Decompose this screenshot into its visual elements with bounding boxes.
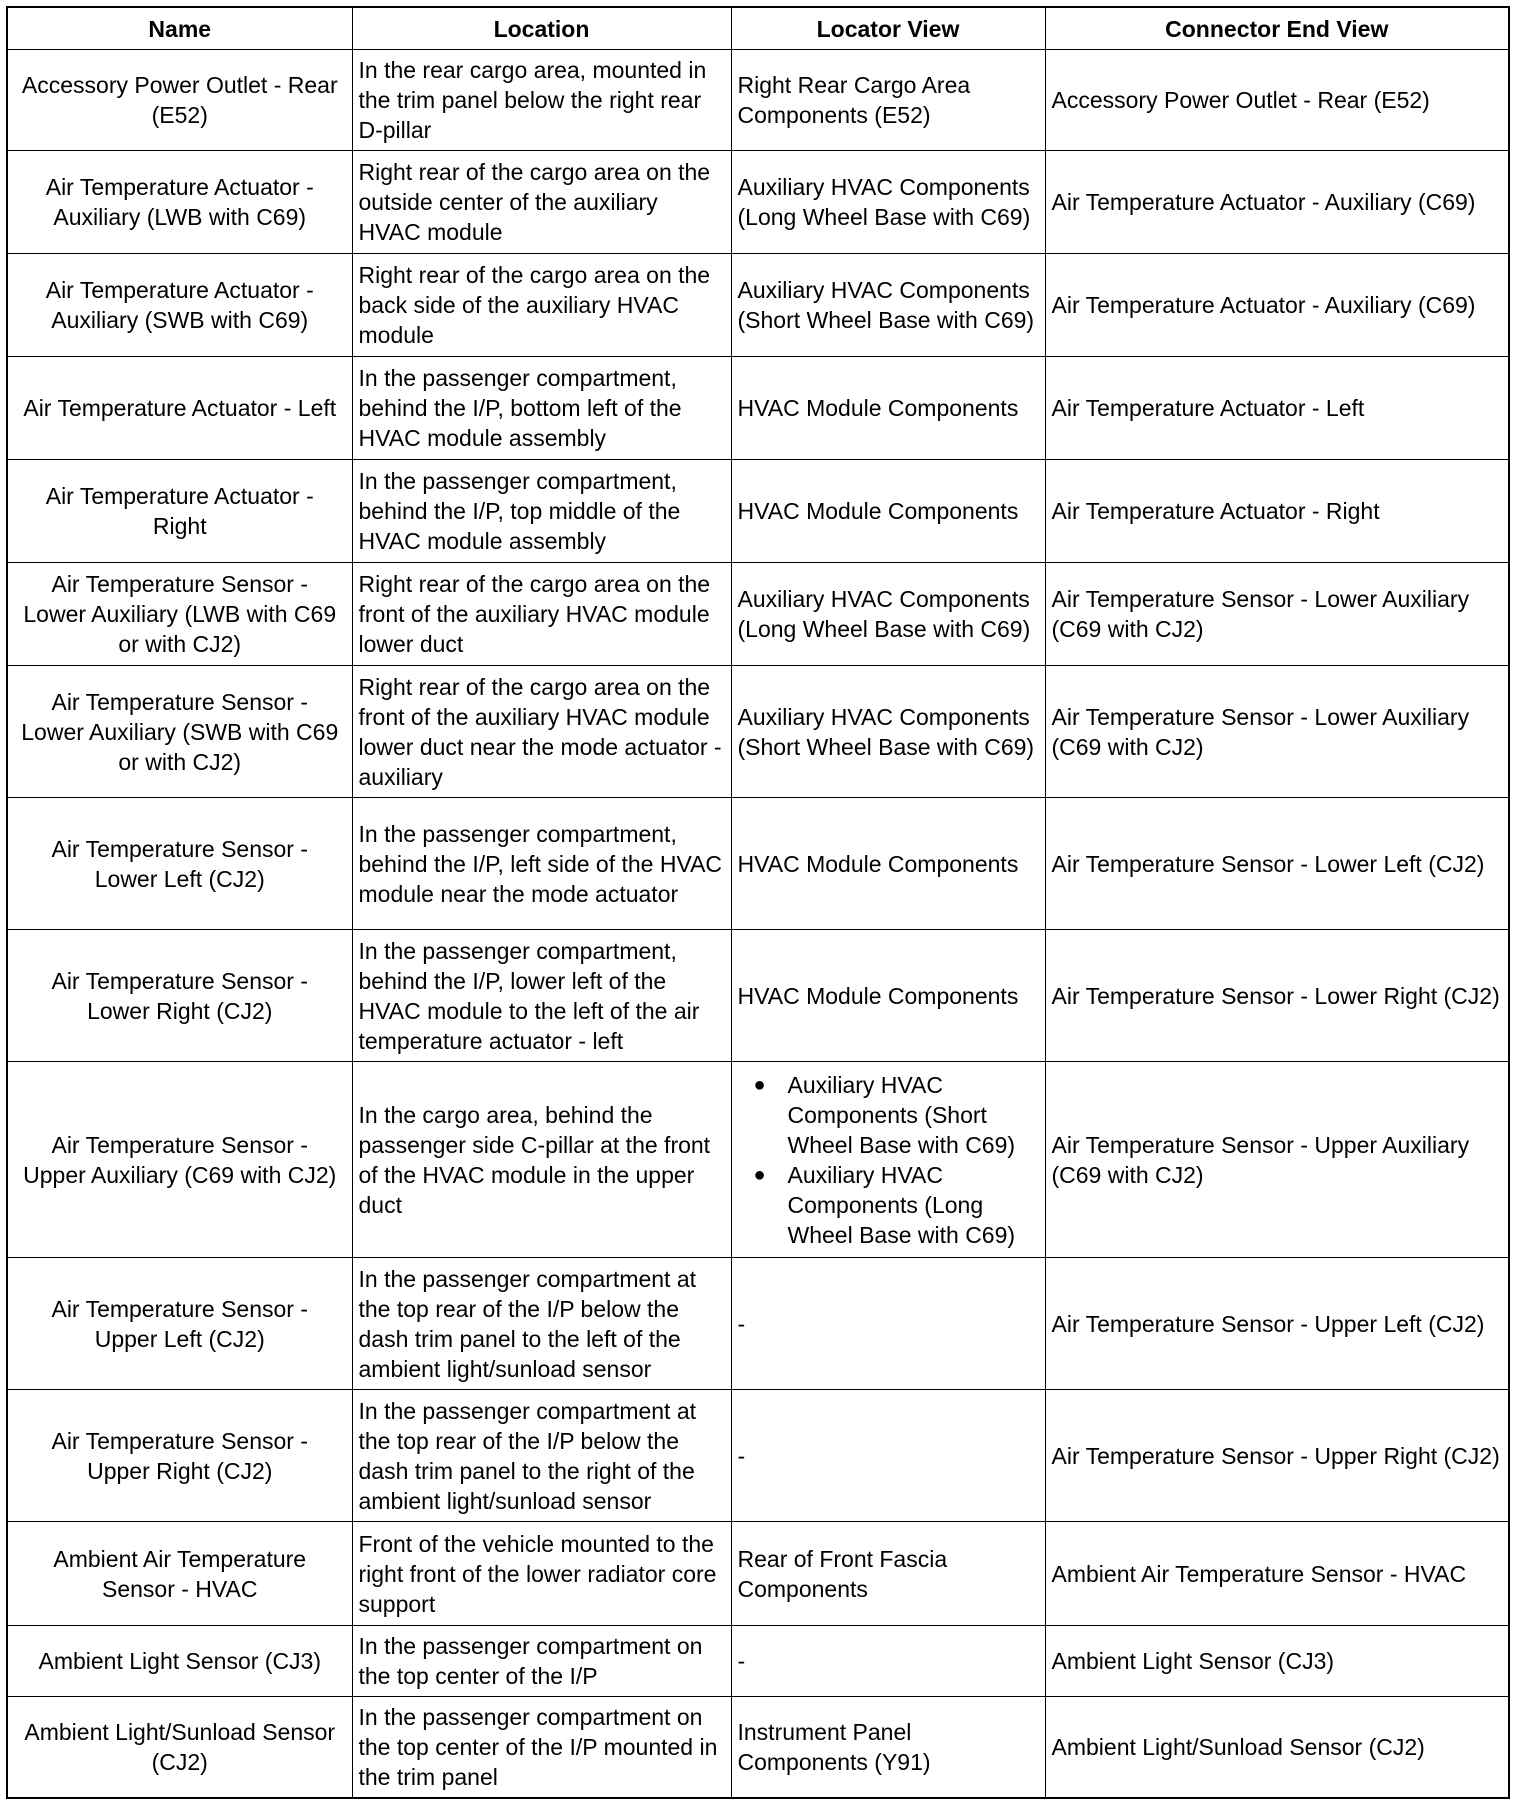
connector-end-view-cell: Ambient Light/Sunload Sensor (CJ2) (1045, 1697, 1509, 1798)
name-cell: Air Temperature Sensor - Lower Auxiliary (LWB with C69 or with CJ2) (7, 563, 352, 666)
connector-end-view-cell: Air Temperature Sensor - Lower Auxiliary (C69 with CJ2) (1045, 563, 1509, 666)
name-cell: Ambient Light/Sunload Sensor (CJ2) (7, 1697, 352, 1798)
locator-view-cell: HVAC Module Components (731, 357, 1045, 460)
header-locator-view: Locator View (731, 7, 1045, 50)
name-cell: Air Temperature Sensor - Lower Left (CJ2) (7, 798, 352, 930)
connector-end-view-cell: Ambient Light Sensor (CJ3) (1045, 1626, 1509, 1697)
name-cell: Air Temperature Sensor - Lower Auxiliary (SWB with C69 or with CJ2) (7, 666, 352, 798)
location-cell: Front of the vehicle mounted to the right front of the lower radiator core support (352, 1522, 731, 1626)
locator-view-cell: - (731, 1626, 1045, 1697)
name-cell: Air Temperature Sensor - Lower Right (CJ2) (7, 930, 352, 1062)
table-row (7, 254, 1509, 357)
table-row (7, 460, 1509, 563)
locator-view-cell: Auxiliary HVAC Components (Short Wheel Base with C69) (731, 666, 1045, 798)
table-row (7, 1522, 1509, 1626)
locator-view-cell: - (731, 1258, 1045, 1390)
location-cell: In the passenger compartment, behind the I/P, left side of the HVAC module near the mode actuator (352, 798, 731, 930)
connector-end-view-cell: Ambient Air Temperature Sensor - HVAC (1045, 1522, 1509, 1626)
location-cell: Right rear of the cargo area on the back side of the auxiliary HVAC module (352, 254, 731, 357)
table-row (7, 930, 1509, 1062)
locator-view-list (738, 1070, 1039, 1250)
locator-view-cell: Right Rear Cargo Area Components (E52) (731, 50, 1045, 151)
header-name: Name (7, 7, 352, 50)
table-row (7, 1697, 1509, 1798)
connector-end-view-cell: Air Temperature Sensor - Lower Left (CJ2) (1045, 798, 1509, 930)
locator-view-cell: Rear of Front Fascia Components (731, 1522, 1045, 1626)
locator-view-cell: - (731, 1390, 1045, 1522)
table-row (7, 50, 1509, 151)
name-cell: Air Temperature Actuator - Auxiliary (SWB with C69) (7, 254, 352, 357)
table-body (7, 50, 1509, 1798)
locator-view-list-item: ● Auxiliary HVAC Components (Short Wheel Base with C69) (738, 1070, 1039, 1160)
locator-view-cell: HVAC Module Components (731, 460, 1045, 563)
name-cell: Accessory Power Outlet - Rear (E52) (7, 50, 352, 151)
header-connector-end-view: Connector End View (1045, 7, 1509, 50)
connector-end-view-cell: Accessory Power Outlet - Rear (E52) (1045, 50, 1509, 151)
name-cell: Ambient Air Temperature Sensor - HVAC (7, 1522, 352, 1626)
location-cell: Right rear of the cargo area on the front of the auxiliary HVAC module lower duct (352, 563, 731, 666)
locator-view-cell: Auxiliary HVAC Components (Short Wheel Base with C69) (731, 254, 1045, 357)
locator-view-cell: Auxiliary HVAC Components (Long Wheel Base with C69) (731, 151, 1045, 254)
location-cell: In the passenger compartment at the top rear of the I/P below the dash trim panel to the right of the ambient light/sunload sensor (352, 1390, 731, 1522)
table-row (7, 666, 1509, 798)
table-row (7, 1390, 1509, 1522)
locator-view-cell: Instrument Panel Components (Y91) (731, 1697, 1045, 1798)
connector-end-view-cell: Air Temperature Actuator - Auxiliary (C69) (1045, 151, 1509, 254)
connector-end-view-cell: Air Temperature Actuator - Auxiliary (C69) (1045, 254, 1509, 357)
table-row (7, 1626, 1509, 1697)
name-cell: Air Temperature Sensor - Upper Auxiliary (C69 with CJ2) (7, 1062, 352, 1258)
locator-view-cell: HVAC Module Components (731, 930, 1045, 1062)
connector-end-view-cell: Air Temperature Sensor - Lower Auxiliary (C69 with CJ2) (1045, 666, 1509, 798)
connector-end-view-cell: Air Temperature Sensor - Upper Right (CJ2) (1045, 1390, 1509, 1522)
table-row (7, 563, 1509, 666)
table-row (7, 798, 1509, 930)
name-cell: Ambient Light Sensor (CJ3) (7, 1626, 352, 1697)
table-row (7, 151, 1509, 254)
connector-end-view-cell: Air Temperature Sensor - Lower Right (CJ2) (1045, 930, 1509, 1062)
name-cell: Air Temperature Sensor - Upper Left (CJ2) (7, 1258, 352, 1390)
table-row (7, 1062, 1509, 1258)
name-cell: Air Temperature Sensor - Upper Right (CJ2) (7, 1390, 352, 1522)
location-cell: In the passenger compartment, behind the I/P, lower left of the HVAC module to the left of the air temperature actuator - left (352, 930, 731, 1062)
header-location: Location (352, 7, 731, 50)
location-cell: In the passenger compartment, behind the I/P, top middle of the HVAC module assembly (352, 460, 731, 563)
location-cell: In the passenger compartment on the top center of the I/P mounted in the trim panel (352, 1697, 731, 1798)
locator-view-cell: HVAC Module Components (731, 798, 1045, 930)
location-cell: In the passenger compartment at the top rear of the I/P below the dash trim panel to the left of the ambient light/sunload sensor (352, 1258, 731, 1390)
component-locator-table (6, 6, 1510, 1799)
table-row (7, 357, 1509, 460)
table-row (7, 1258, 1509, 1390)
name-cell: Air Temperature Actuator - Right (7, 460, 352, 563)
locator-view-cell (731, 1062, 1045, 1258)
locator-view-cell: Auxiliary HVAC Components (Long Wheel Base with C69) (731, 563, 1045, 666)
location-cell: In the rear cargo area, mounted in the trim panel below the right rear D-pillar (352, 50, 731, 151)
locator-view-list-item: ● Auxiliary HVAC Components (Long Wheel Base with C69) (738, 1160, 1039, 1250)
header-row (7, 7, 1509, 50)
location-cell: In the cargo area, behind the passenger side C-pillar at the front of the HVAC module in the upper duct (352, 1062, 731, 1258)
location-cell: Right rear of the cargo area on the front of the auxiliary HVAC module lower duct near the mode actuator - auxiliary (352, 666, 731, 798)
connector-end-view-cell: Air Temperature Actuator - Right (1045, 460, 1509, 563)
connector-end-view-cell: Air Temperature Sensor - Upper Auxiliary (C69 with CJ2) (1045, 1062, 1509, 1258)
connector-end-view-cell: Air Temperature Actuator - Left (1045, 357, 1509, 460)
location-cell: In the passenger compartment, behind the I/P, bottom left of the HVAC module assembly (352, 357, 731, 460)
name-cell: Air Temperature Actuator - Left (7, 357, 352, 460)
location-cell: In the passenger compartment on the top center of the I/P (352, 1626, 731, 1697)
connector-end-view-cell: Air Temperature Sensor - Upper Left (CJ2) (1045, 1258, 1509, 1390)
name-cell: Air Temperature Actuator - Auxiliary (LWB with C69) (7, 151, 352, 254)
location-cell: Right rear of the cargo area on the outside center of the auxiliary HVAC module (352, 151, 731, 254)
